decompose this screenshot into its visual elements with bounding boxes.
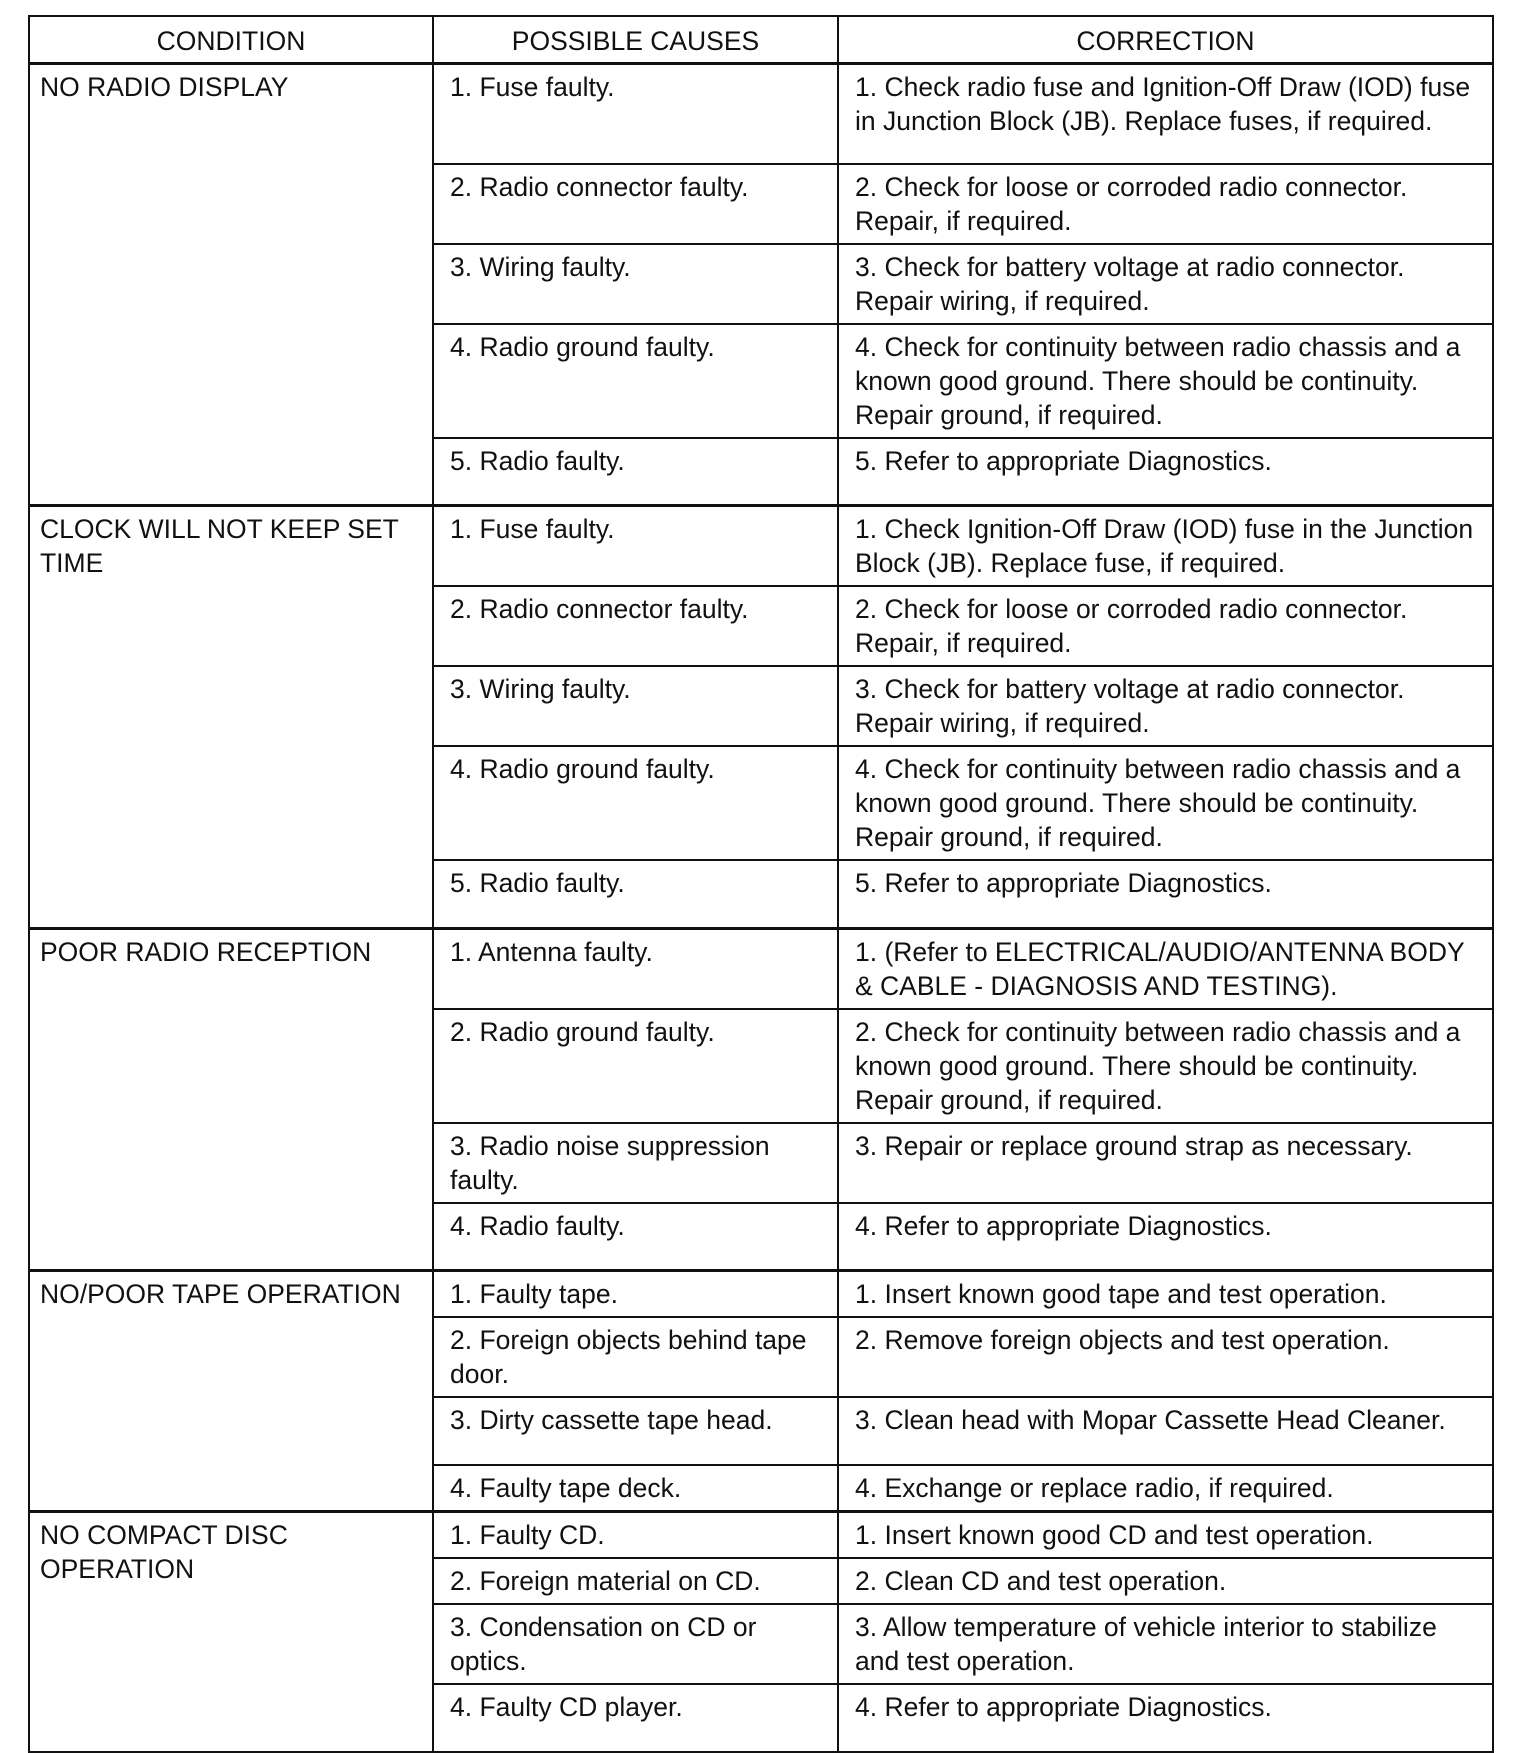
header-possible-causes: POSSIBLE CAUSES [433, 16, 838, 64]
cause-cell: 2. Radio connector faulty. [433, 586, 838, 666]
cause-cell: 3. Wiring faulty. [433, 244, 838, 324]
correction-cell: 3. Clean head with Mopar Cassette Head Cleaner. [838, 1397, 1493, 1465]
header-row [29, 16, 1493, 64]
correction-cell: 1. Check radio fuse and Ignition-Off Draw (IOD) fuse in Junction Block (JB). Replace fuses, if required. [838, 64, 1493, 164]
cause-cell: 1. Fuse faulty. [433, 506, 838, 587]
correction-cell: 3. Repair or replace ground strap as necessary. [838, 1123, 1493, 1203]
table-row [29, 1271, 1493, 1318]
table-row [29, 928, 1493, 1009]
correction-cell: 1. Check Ignition-Off Draw (IOD) fuse in the Junction Block (JB). Replace fuse, if required. [838, 506, 1493, 587]
cause-cell: 2. Foreign objects behind tape door. [433, 1317, 838, 1397]
condition-cell: NO COMPACT DISC OPERATION [29, 1512, 433, 1753]
correction-cell: 4. Refer to appropriate Diagnostics. [838, 1203, 1493, 1271]
header-condition: CONDITION [29, 16, 433, 64]
table-row [29, 1512, 1493, 1559]
correction-cell: 3. Check for battery voltage at radio connector. Repair wiring, if required. [838, 666, 1493, 746]
cause-cell: 2. Radio ground faulty. [433, 1009, 838, 1123]
correction-cell: 1. Insert known good tape and test operation. [838, 1271, 1493, 1318]
table-row [29, 506, 1493, 587]
cause-cell: 1. Antenna faulty. [433, 928, 838, 1009]
cause-cell: 3. Radio noise suppression faulty. [433, 1123, 838, 1203]
correction-cell: 4. Check for continuity between radio chassis and a known good ground. There should be continuity. Repair ground, if required. [838, 324, 1493, 438]
correction-cell: 2. Check for loose or corroded radio connector. Repair, if required. [838, 586, 1493, 666]
cause-cell: 4. Radio ground faulty. [433, 324, 838, 438]
cause-cell: 5. Radio faulty. [433, 860, 838, 928]
cause-cell: 2. Foreign material on CD. [433, 1558, 838, 1604]
correction-cell: 3. Check for battery voltage at radio connector. Repair wiring, if required. [838, 244, 1493, 324]
header-correction: CORRECTION [838, 16, 1493, 64]
correction-cell: 5. Refer to appropriate Diagnostics. [838, 860, 1493, 928]
correction-cell: 4. Exchange or replace radio, if required. [838, 1465, 1493, 1512]
correction-cell: 2. Check for loose or corroded radio connector. Repair, if required. [838, 164, 1493, 244]
cause-cell: 5. Radio faulty. [433, 438, 838, 506]
condition-cell: CLOCK WILL NOT KEEP SET TIME [29, 506, 433, 929]
correction-cell: 4. Refer to appropriate Diagnostics. [838, 1684, 1493, 1752]
cause-cell: 4. Faulty tape deck. [433, 1465, 838, 1512]
table-row [29, 64, 1493, 164]
cause-cell: 4. Radio ground faulty. [433, 746, 838, 860]
cause-cell: 3. Dirty cassette tape head. [433, 1397, 838, 1465]
cause-cell: 1. Faulty tape. [433, 1271, 838, 1318]
correction-cell: 5. Refer to appropriate Diagnostics. [838, 438, 1493, 506]
cause-cell: 2. Radio connector faulty. [433, 164, 838, 244]
cause-cell: 4. Radio faulty. [433, 1203, 838, 1271]
cause-cell: 3. Wiring faulty. [433, 666, 838, 746]
cause-cell: 3. Condensation on CD or optics. [433, 1604, 838, 1684]
condition-cell: NO/POOR TAPE OPERATION [29, 1271, 433, 1512]
cause-cell: 1. Faulty CD. [433, 1512, 838, 1559]
condition-cell: POOR RADIO RECEPTION [29, 928, 433, 1271]
correction-cell: 2. Remove foreign objects and test operation. [838, 1317, 1493, 1397]
cause-cell: 1. Fuse faulty. [433, 64, 838, 164]
correction-cell: 4. Check for continuity between radio chassis and a known good ground. There should be continuity. Repair ground, if required. [838, 746, 1493, 860]
condition-cell: NO RADIO DISPLAY [29, 64, 433, 506]
correction-cell: 2. Clean CD and test operation. [838, 1558, 1493, 1604]
cause-cell: 4. Faulty CD player. [433, 1684, 838, 1752]
correction-cell: 3. Allow temperature of vehicle interior to stabilize and test operation. [838, 1604, 1493, 1684]
diagnosis-table [28, 15, 1494, 1753]
correction-cell: 2. Check for continuity between radio chassis and a known good ground. There should be continuity. Repair ground, if required. [838, 1009, 1493, 1123]
correction-cell: 1. (Refer to ELECTRICAL/AUDIO/ANTENNA BODY & CABLE - DIAGNOSIS AND TESTING). [838, 928, 1493, 1009]
correction-cell: 1. Insert known good CD and test operation. [838, 1512, 1493, 1559]
